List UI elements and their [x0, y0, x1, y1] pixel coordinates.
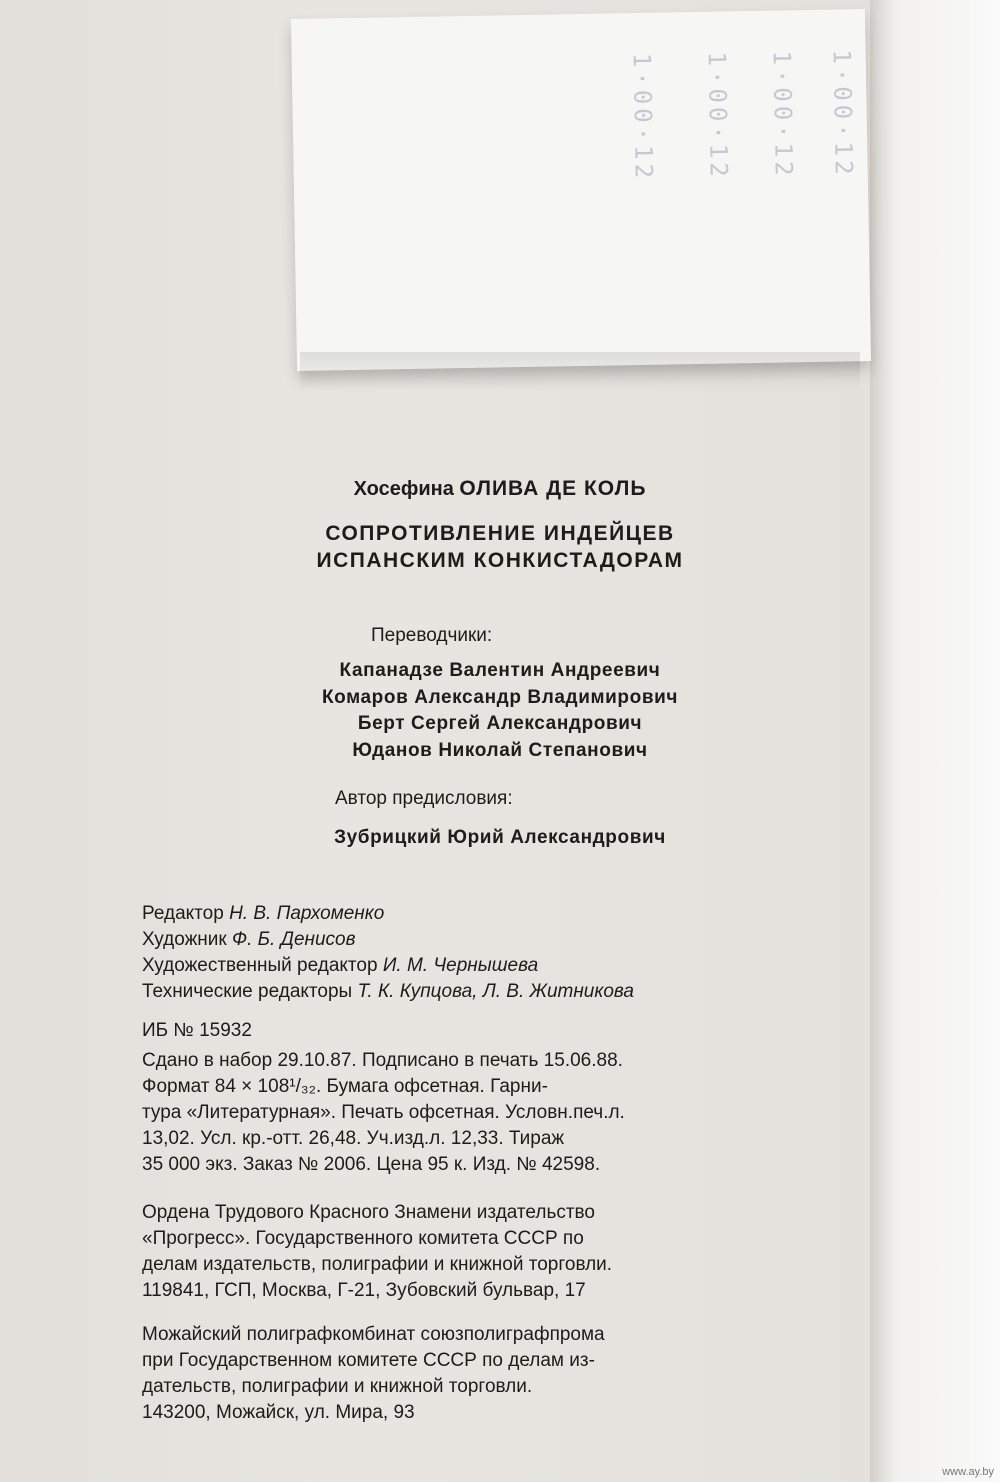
- translator-name: Берт Сергей Александрович: [357, 713, 643, 734]
- faint-stamp-mark: 1·00·12: [702, 51, 733, 181]
- author-last-name: ОЛИВА ДЕ КОЛЬ: [459, 477, 647, 500]
- author-first-name: Хосефина: [353, 478, 454, 500]
- printer-line: дательств, полиграфии и книжной торговли.: [142, 1376, 533, 1397]
- translator-name: Капанадзе Валентин Андреевич: [339, 660, 661, 681]
- slip-shadow: [300, 352, 860, 392]
- print-info-line: тура «Литературная». Печать офсетная. Условн.печ.л.: [142, 1102, 625, 1123]
- preface-label: Автор предисловия:: [335, 788, 513, 809]
- site-watermark: www.ay.by: [942, 1466, 994, 1478]
- credit-line: [142, 955, 538, 977]
- print-info-line: Формат 84 × 108¹/₃₂. Бумага офсетная. Гарни-: [142, 1076, 548, 1097]
- credit-line: [142, 903, 384, 925]
- credit-role: Технические редакторы: [142, 981, 353, 1002]
- translators-label: Переводчики:: [371, 625, 493, 646]
- paper-slip: [291, 9, 871, 371]
- print-info-line: 35 000 экз. Заказ № 2006. Цена 95 к. Изд. № 42598.: [142, 1154, 601, 1175]
- publisher-line: «Прогресс». Государственного комитета СССР по: [142, 1228, 584, 1249]
- printer-line: 143200, Можайск, ул. Мира, 93: [142, 1402, 415, 1423]
- credit-role: Художественный редактор: [142, 955, 378, 976]
- publisher-line: делам издательств, полиграфии и книжной торговли.: [142, 1254, 613, 1275]
- translator-name: Юданов Николай Степанович: [352, 740, 648, 761]
- credit-line: [142, 981, 634, 1003]
- print-info-line: Сдано в набор 29.10.87. Подписано в печать 15.06.88.: [142, 1050, 623, 1071]
- credit-role: Редактор: [142, 903, 224, 924]
- book-title-line-1: СОПРОТИВЛЕНИЕ ИНДЕЙЦЕВ: [325, 522, 675, 545]
- print-info-line: 13,02. Усл. кр.-отт. 26,48. Уч.изд.л. 12,33. Тираж: [142, 1128, 565, 1149]
- printer-line: Можайский полиграфкомбинат союзполиграфпрома: [142, 1324, 605, 1345]
- credit-name: Н. В. Пархоменко: [229, 903, 385, 924]
- publisher-line: Ордена Трудового Красного Знамени издательство: [142, 1202, 595, 1223]
- publisher-line: 119841, ГСП, Москва, Г-21, Зубовский бульвар, 17: [142, 1280, 586, 1301]
- preface-author-name: Зубрицкий Юрий Александрович: [334, 827, 666, 848]
- credit-name: Ф. Б. Денисов: [231, 929, 356, 950]
- ib-number: ИБ № 15932: [142, 1020, 252, 1041]
- faint-stamp-mark: 1·00·12: [627, 52, 658, 183]
- credit-name: Т. К. Купцова, Л. В. Житникова: [357, 981, 634, 1002]
- book-title-line-2: ИСПАНСКИМ КОНКИСТАДОРАМ: [316, 549, 684, 572]
- printer-line: при Государственном комитете СССР по делам из-: [142, 1350, 595, 1371]
- faint-stamp-mark: 1·00·12: [827, 49, 858, 179]
- credit-role: Художник: [142, 929, 227, 950]
- author-line: [0, 477, 1000, 501]
- credit-line: [142, 929, 356, 951]
- faint-stamp-mark: 1·00·12: [767, 50, 798, 180]
- translator-name: Комаров Александр Владимирович: [321, 687, 679, 708]
- credit-name: И. М. Чернышева: [382, 955, 539, 976]
